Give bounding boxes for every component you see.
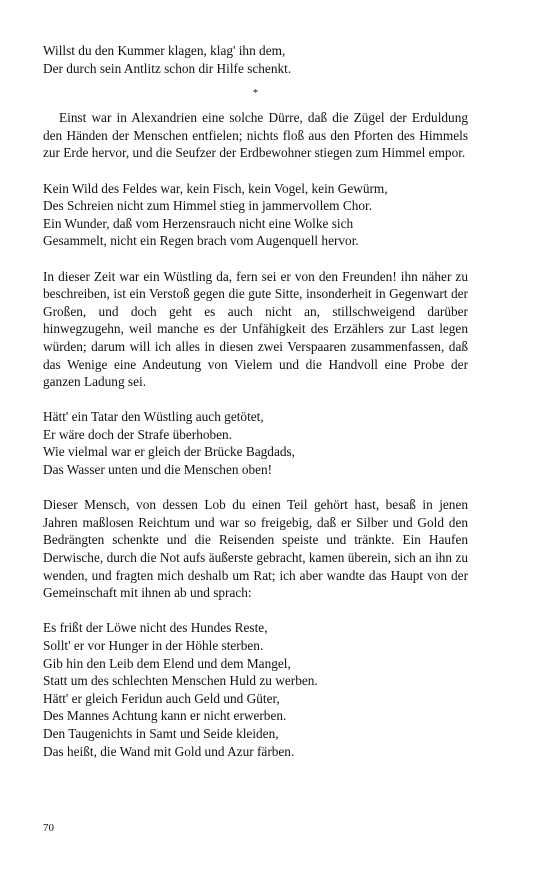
verse-line: Es frißt der Löwe nicht des Hundes Reste, [43, 620, 268, 636]
verse-line: Das Wasser unten und die Menschen oben! [43, 462, 273, 478]
verse-line: Er wäre doch der Strafe überhoben. [43, 426, 233, 442]
verse-line: Des Schreien nicht zum Himmel stieg in jammervollem Chor. [43, 198, 373, 214]
page-number: 70 [43, 822, 54, 834]
verse-line: Hätt' er gleich Feridun auch Geld und Güter, [43, 690, 280, 706]
paragraph-3: Dieser Mensch, von dessen Lob du einen Teil gehört hast, besaß in jenen Jahren maßlosen Reichtum und war so freigebig, daß er Silber und Gold den Bedrängten schenkte und die Reisenden speiste und tränkte. Ein Haufen Derwische, durch die Not aufs äußerste gebracht, kamen überein, sich an ihn zu wenden, und fragten mich deshalb um Rat; ich aber wandte das Haupt von der Gemeinschaft mit ihnen ab und sprach: [43, 497, 468, 601]
verse-stanza-3 [43, 408, 468, 478]
verse-line: Sollt' er vor Hunger in der Höhle sterben. [43, 638, 264, 653]
verse-line: Des Mannes Achtung kann er nicht erwerben. [43, 708, 287, 724]
verse-line: Ein Wunder, daß vom Herzensrauch nicht eine Wolke sich [43, 215, 354, 231]
verse-line: Wie vielmal war er gleich der Brücke Bagdads, [43, 444, 296, 460]
verse-line: Der durch sein Antlitz schon dir Hilfe schenkt. [43, 60, 292, 76]
verse-line: Den Taugenichts in Samt und Seide kleiden, [43, 725, 279, 741]
verse-line: Das heißt, die Wand mit Gold und Azur färben. [43, 743, 295, 759]
verse-couplet-1 [43, 42, 468, 77]
paragraph-2: In dieser Zeit war ein Wüstling da, fern sei er von den Freunden! ihn näher zu beschreiben, ist ein Verstoß gegen die gute Sitte, insonderheit in Gegenwart der Großen, und doch geht es auch nicht an, stillschweigend darüber hinwegzugehn, weil manche es der Unfähigkeit des Erzählers zur Last legen würden; darum will ich alles in diesen zwei Verspaaren zusammenfassen, daß das Wenige eine Andeutung von Vielem und die Handvoll eine Probe der ganzen Ladung sei. [43, 268, 468, 390]
paragraph-1: Einst war in Alexandrien eine solche Dürre, daß die Zügel der Erduldung den Händen der Menschen entfielen; nichts floß aus den Pforten des Himmels zur Erde hervor, und die Seufzer der Erdbewohner stiegen zum Himmel empor. [43, 110, 468, 161]
verse-line: Gesammelt, nicht ein Regen brach vom Augenquell hervor. [43, 233, 359, 249]
verse-line: Statt um des schlechten Menschen Huld zu werben. [43, 673, 318, 689]
verse-line: Willst du den Kummer klagen, klag' ihn dem, [43, 43, 286, 58]
verse-stanza-2 [43, 180, 468, 250]
book-page [43, 42, 468, 760]
verse-line: Hätt' ein Tatar den Wüstling auch getötet, [43, 409, 264, 425]
verse-line: Gib hin den Leib dem Elend und dem Mangel, [43, 655, 291, 671]
section-separator: * [253, 88, 258, 100]
verse-line: Kein Wild des Feldes war, kein Fisch, kein Vogel, kein Gewürm, [43, 180, 388, 196]
verse-stanza-4 [43, 619, 468, 760]
